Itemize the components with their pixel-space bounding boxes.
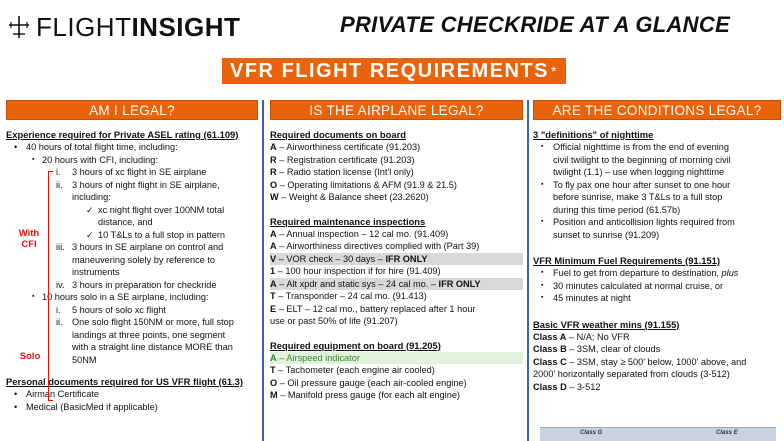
item-key: R <box>270 167 277 177</box>
diagram-label: Class G <box>580 430 603 436</box>
list-item: • Medical (BasicMed if applicable) <box>6 401 258 414</box>
with-cfi-bracket <box>48 171 53 401</box>
roman-numeral: ii. <box>56 317 63 327</box>
item-text: One solo flight 150NM or more, full stop <box>72 317 234 327</box>
banner-text: VFR FLIGHT REQUIREMENTS <box>230 60 549 82</box>
item-text: – Airspeed indicator <box>276 352 360 363</box>
item-key: T <box>270 291 276 301</box>
item-text: instruments <box>72 267 120 277</box>
with-cfi-label-line2: CFI <box>21 239 37 250</box>
list-item: ▪ 45 minutes at night <box>533 292 781 305</box>
list-item: ▪ To fly pax one hour after sunset to one hour <box>533 179 781 192</box>
item-text: – 3SM, clear of clouds <box>566 344 661 354</box>
item-text: before sunrise, make 3 T&Ls to a full stop <box>553 192 723 202</box>
section-banner <box>222 58 566 84</box>
list-item: • 40 hours of total flight time, including: <box>6 141 258 154</box>
list-item <box>270 303 523 316</box>
item-text: – Airworthiness directives complied with (Part 39) <box>276 241 480 251</box>
page-headline: PRIVATE CHECKRIDE AT A GLANCE <box>340 12 731 37</box>
list-item: ▪ 20 hours with CFI, including: <box>6 154 258 167</box>
list-item <box>270 166 523 179</box>
item-key: O <box>270 377 278 388</box>
item-text: – Transponder – 24 cal mo. (91.413) <box>275 291 427 301</box>
list-item <box>270 154 523 167</box>
roman-numeral: ii. <box>56 179 63 190</box>
list-item <box>270 179 523 192</box>
item-text: – N/A; No VFR <box>566 331 630 342</box>
column-header: ARE THE CONDITIONS LEGAL? <box>533 100 781 120</box>
item-key: A <box>270 228 277 239</box>
roman-numeral: iv. <box>56 279 65 290</box>
item-key: T <box>270 365 276 375</box>
item-text: including: <box>72 192 111 202</box>
roman-numeral: i. <box>56 167 61 177</box>
ifr-only-tag: IFR ONLY <box>438 278 481 289</box>
item-text: 3 hours in preparation for checkride <box>72 279 217 290</box>
flightinsight-logo <box>6 10 240 44</box>
roman-numeral: i. <box>56 304 61 315</box>
list-item <box>6 279 258 292</box>
column-header: AM I LEGAL? <box>6 100 258 120</box>
documents-list <box>270 141 523 204</box>
item-key: R <box>270 154 277 165</box>
list-item <box>270 389 523 402</box>
list-item <box>270 265 523 278</box>
section-title: Required equipment on board (91.205) <box>270 339 441 351</box>
item-text: during this time period (61.57b) <box>553 204 681 215</box>
checkmark-icon: ✓ <box>86 204 94 215</box>
ifr-only-tag: IFR ONLY <box>385 253 428 264</box>
brand-part-1: FLIGHT <box>36 11 132 42</box>
item-text: use or past 50% of life (91.207) <box>270 316 398 326</box>
roman-numeral: iii. <box>56 242 65 252</box>
list-item <box>6 316 258 329</box>
item-key: E <box>270 303 277 314</box>
banner-asterisk: * <box>550 63 558 79</box>
item-key: A <box>270 278 277 289</box>
list-item <box>533 331 781 344</box>
item-text: 2000' horizontally separated from clouds (3-512) <box>533 369 730 379</box>
item-text: – Oil pressure gauge (each air-cooled engine) <box>277 377 467 388</box>
item-text: – Alt xpdr and static sys – 24 cal mo. – <box>276 278 439 289</box>
conditions-legal-column <box>533 100 781 441</box>
item-text: – 100 hour inspection if for hire (91.409) <box>275 266 441 276</box>
section-title: Required maintenance inspections <box>270 215 426 227</box>
list-item: ▪ Official nighttime is from the end of evening <box>533 141 781 154</box>
column-divider <box>262 100 264 441</box>
am-i-legal-column <box>6 100 258 441</box>
item-text: 50NM <box>72 354 97 365</box>
list-item <box>6 166 258 179</box>
list-item <box>270 377 523 390</box>
item-text: landings at three points, one segment <box>72 329 226 340</box>
list-item <box>270 228 523 241</box>
section-title: Experience required for Private ASEL rating (61.109) <box>6 129 239 140</box>
airspace-diagram-image <box>540 427 776 441</box>
checkmark-icon: ✓ <box>86 229 94 240</box>
item-text: – ELT – 12 cal mo., battery replaced after 1 hour <box>276 303 476 314</box>
item-text: – Manifold press gauge (for each alt engine) <box>277 390 460 400</box>
item-key: Class C <box>533 356 567 367</box>
item-key: A <box>270 352 277 363</box>
item-text: – 3SM, stay ≥ 500' below, 1000' above, and <box>566 356 747 367</box>
list-item: ▪ 10 hours solo in a SE airplane, including: <box>6 291 258 304</box>
with-cfi-label <box>14 228 44 250</box>
item-text: 5 hours of solo xc flight <box>72 304 166 315</box>
item-text: with a straight line distance MORE than <box>72 342 233 352</box>
list-item <box>533 343 781 356</box>
item-text: – Annual inspection – 12 cal mo. (91.409) <box>276 228 449 239</box>
item-key: W <box>270 192 279 202</box>
item-key: A <box>270 142 277 152</box>
column-header: IS THE AIRPLANE LEGAL? <box>270 100 523 120</box>
column-divider <box>527 100 529 441</box>
solo-label <box>14 351 46 362</box>
section-title: Basic VFR weather mins (91.155) <box>533 318 680 330</box>
item-key: V <box>270 253 277 264</box>
item-text: – VOR check – 30 days – <box>276 253 386 264</box>
list-item <box>6 204 258 217</box>
airplane-logo-icon <box>6 14 32 40</box>
item-text: – Registration certificate (91.203) <box>276 154 415 165</box>
list-item: ▪ Position and anticollision lights required from <box>533 216 781 229</box>
solo-label-text: Solo <box>19 351 41 362</box>
item-text: – Tachometer (each engine air cooled) <box>275 365 435 375</box>
item-text: – Operating limitations & AFM (91.9 & 21.5) <box>277 179 457 190</box>
list-item <box>270 278 523 291</box>
list-item: ▪ 30 minutes calculated at normal cruise, or <box>533 280 781 293</box>
list-item <box>270 253 523 266</box>
with-cfi-label-line1: With <box>18 228 40 239</box>
item-text: twilight (1.1) – use when logging nighttime <box>553 167 725 177</box>
item-text: civil twilight to the beginning of morning civil <box>553 154 731 165</box>
item-text: sunset to sunrise (91.209) <box>553 229 660 240</box>
list-item <box>270 364 523 377</box>
list-item <box>533 356 781 369</box>
section-title: VFR Minimum Fuel Requirements (91.151) <box>533 255 721 266</box>
item-key: 1 <box>270 266 276 276</box>
item-text: 3 hours in SE airplane on control and <box>72 242 224 252</box>
item-text: xc night flight over 100NM total <box>98 204 225 215</box>
item-key: Class D <box>533 381 567 392</box>
item-text: – Airworthiness certificate (91.203) <box>276 142 421 152</box>
item-text: – Radio station license (Int'l only) <box>276 167 414 177</box>
section-title: Personal documents required for US VFR flight (61.3) <box>6 376 244 387</box>
item-text: 3 hours of night flight in SE airplane, <box>72 179 220 190</box>
item-key: Class A <box>533 331 567 342</box>
list-item <box>6 304 258 317</box>
item-text: 3 hours of xc flight in SE airplane <box>72 167 207 177</box>
item-text: distance, and <box>98 217 153 227</box>
item-text: – 3-512 <box>566 381 601 392</box>
list-item <box>533 381 781 394</box>
item-key: M <box>270 390 278 400</box>
list-item <box>270 141 523 154</box>
brand-part-2: INSIGHT <box>131 11 241 42</box>
list-item <box>270 290 523 303</box>
airplane-legal-column <box>270 100 523 441</box>
list-item <box>270 191 523 204</box>
list-item <box>270 240 523 253</box>
list-item: • Airman Certificate <box>6 388 258 401</box>
list-item <box>6 179 258 192</box>
section-title: Required documents on board <box>270 129 406 140</box>
item-text: 10 T&Ls to a full stop in pattern <box>98 229 226 240</box>
item-text: – Weight & Balance sheet (23.2620) <box>278 192 429 202</box>
item-text: maneuvering solely by reference to <box>72 254 215 265</box>
diagram-label: Class E <box>716 430 738 436</box>
item-key: A <box>270 241 277 251</box>
item-key: O <box>270 179 278 190</box>
list-item <box>270 352 523 365</box>
item-key: Class B <box>533 344 567 354</box>
list-item <box>533 267 781 280</box>
section-title: 3 "definitions" of nighttime <box>533 129 654 140</box>
item-text: Fuel to get from departure to destination, <box>553 268 722 278</box>
item-text-emphasis: plus <box>721 268 739 278</box>
